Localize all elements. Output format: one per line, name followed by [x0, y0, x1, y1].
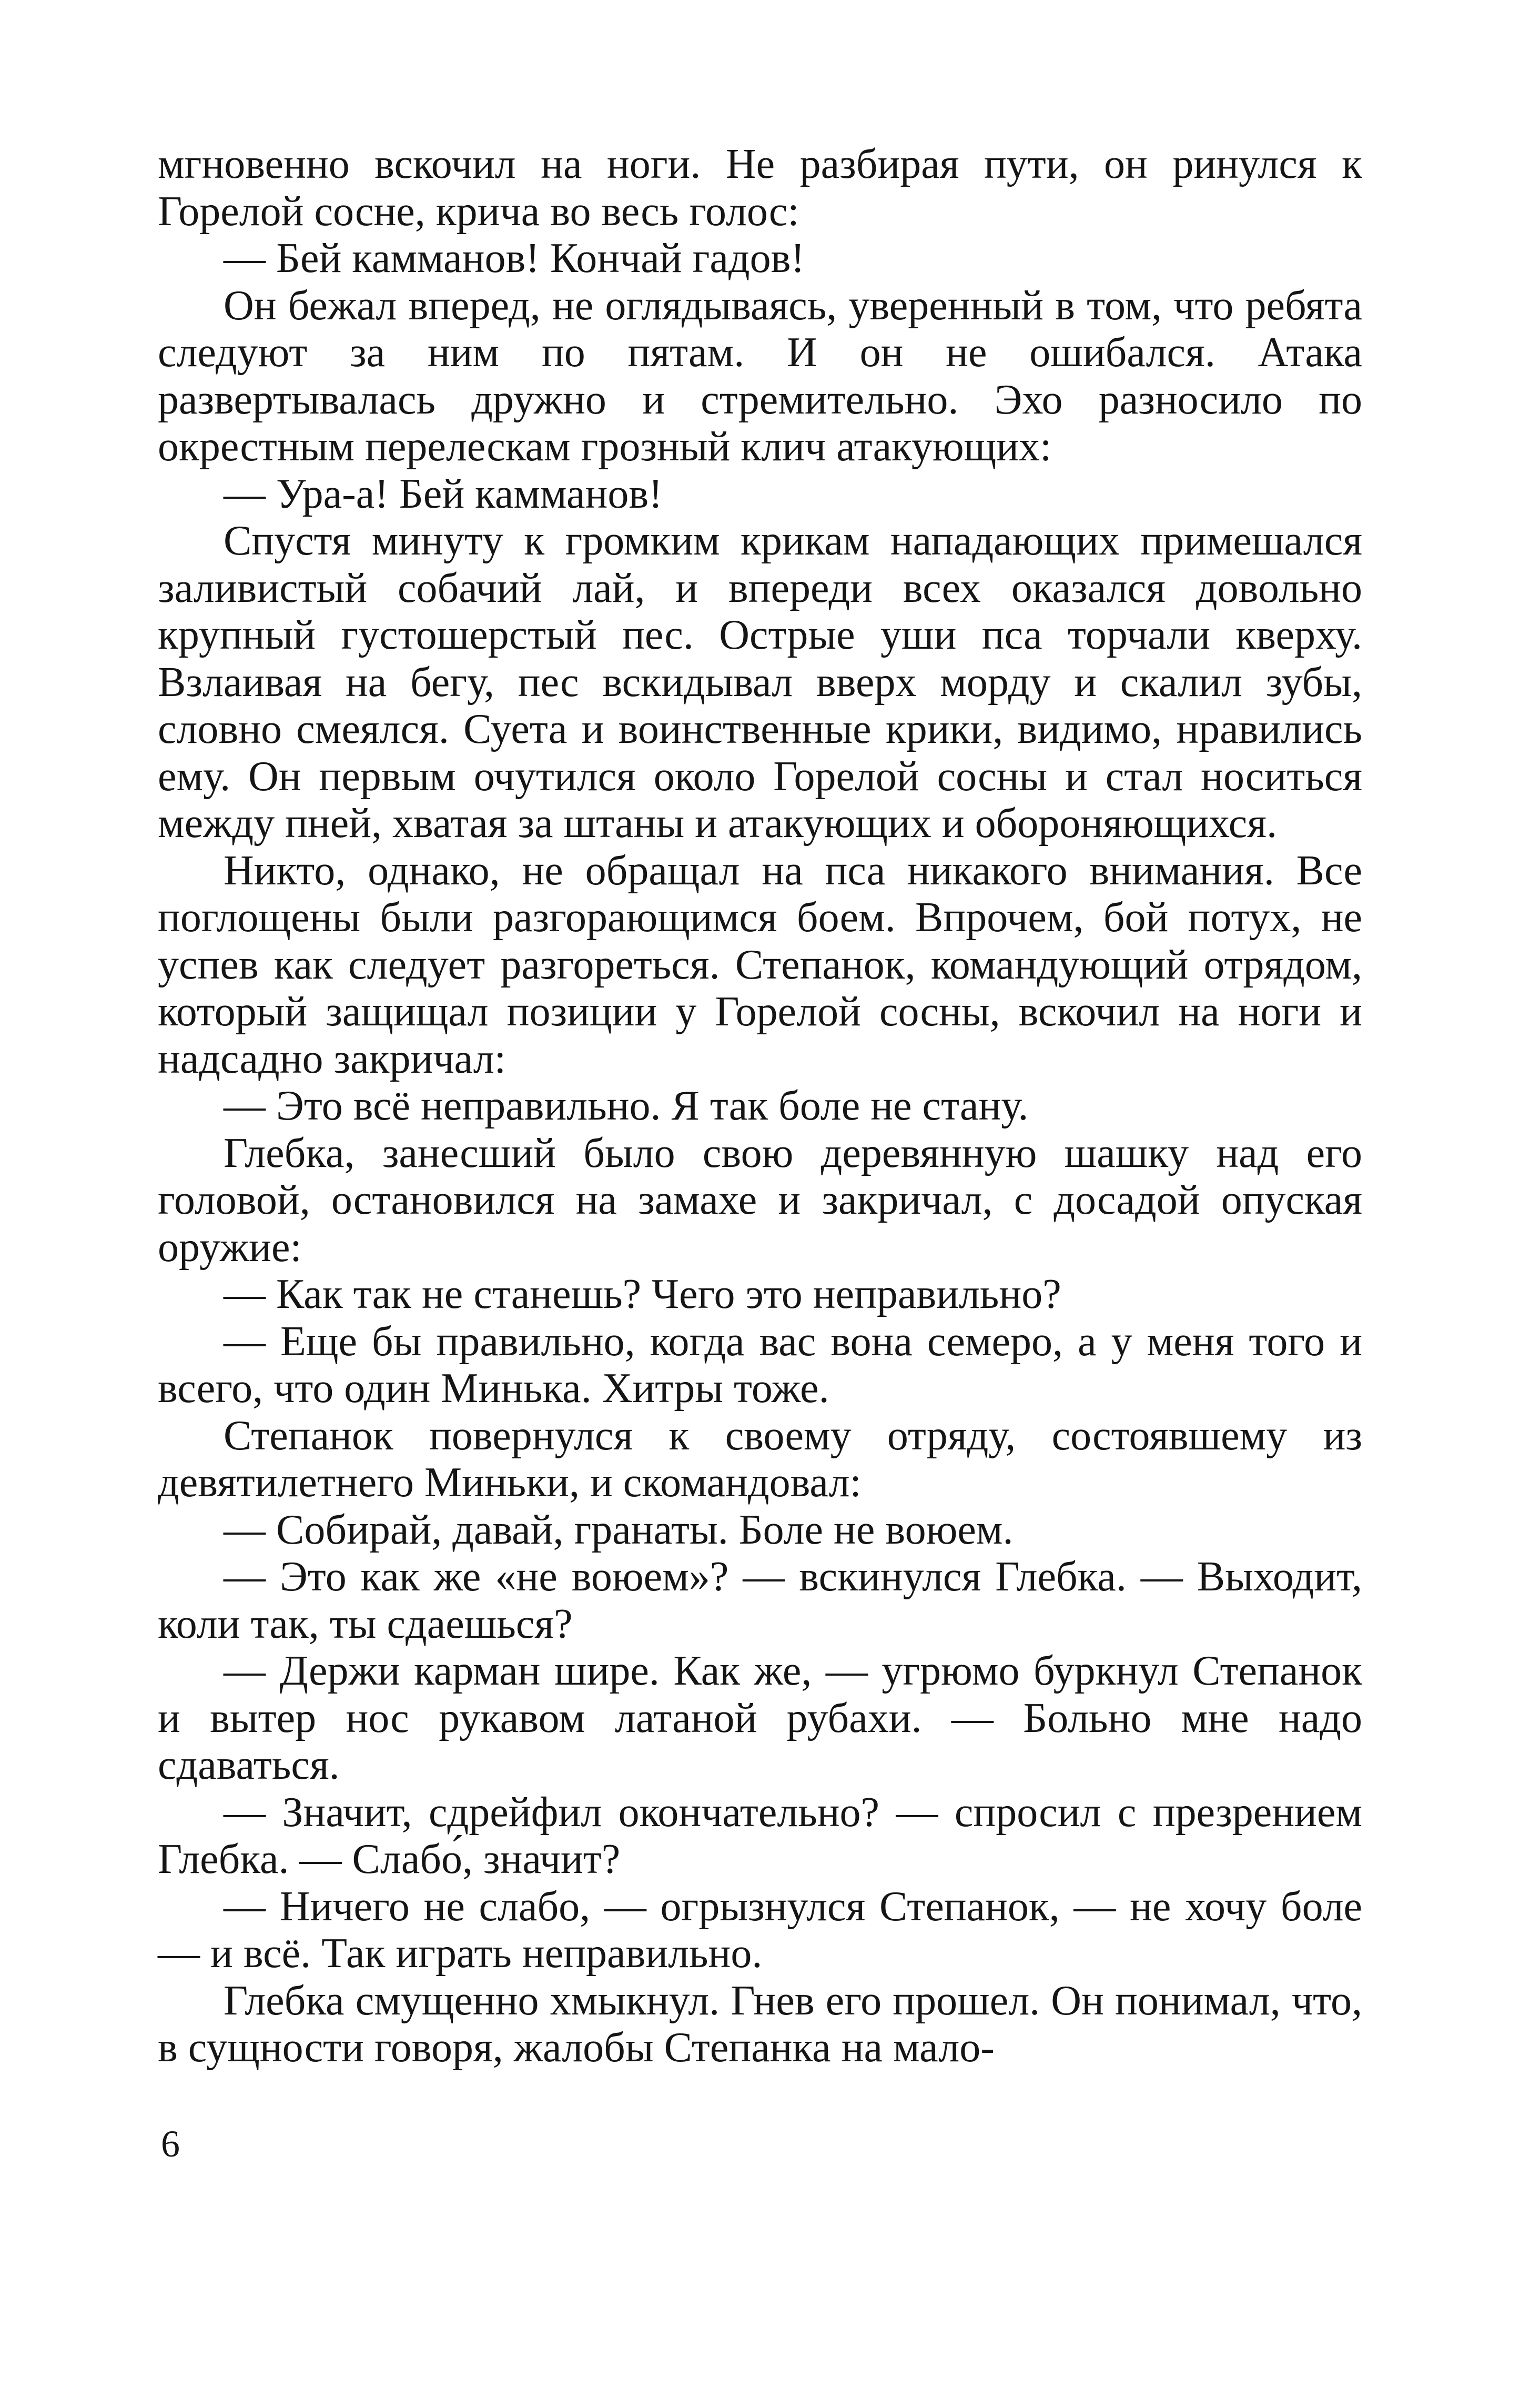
body-text: [158, 141, 1362, 2072]
paragraph: Глебка, занесший было свою деревянную шашку над его головой, остановился на замахе и закричал, с досадой опуская оружие:: [158, 1130, 1362, 1271]
dialogue-line: — Ура-а! Бей камманов!: [224, 470, 663, 517]
paragraph: Никто, однако, не обращал на пса никакого внимания. Все поглощены были разгорающимся боем. Впрочем, бой потух, не успев как следует разгореться. Степанок, командующий отрядом, который защищал позиции у Горелой сосны, вскочил на ноги и надсадно закричал:: [158, 847, 1362, 1082]
paragraph: Глебка смущенно хмыкнул. Гнев его прошел. Он понимал, что, в сущности говоря, жалобы Степанка на мало-: [158, 1977, 1362, 2071]
dialogue-line: — Ничего не слабо, — огрызнулся Степанок, — не хочу боле — и всё. Так играть неправильно.: [158, 1883, 1362, 1977]
dialogue-line: — Держи карман шире. Как же, — угрюмо буркнул Степанок и вытер нос рукавом латаной рубахи. — Больно мне надо сдаваться.: [158, 1648, 1362, 1788]
dialogue-line: — Как так не станешь? Чего это неправильно?: [224, 1271, 1061, 1317]
paragraph: мгновенно вскочил на ноги. Не разбирая пути, он ринулся к Горелой сосне, крича во весь голос:: [158, 141, 1362, 235]
dialogue-line: — Это всё неправильно. Я так боле не стану.: [224, 1083, 1029, 1129]
dialogue-line: — Бей камманов! Кончай гадов!: [224, 235, 805, 281]
dialogue-line: — Это как же «не воюем»? — вскинулся Глебка. — Выходит, коли так, ты сдаешься?: [158, 1554, 1362, 1647]
paragraph: Спустя минуту к громким крикам нападающих примешался заливистый собачий лай, и впереди всех оказался довольно крупный густошерстый пес. Острые уши пса торчали кверху. Взлаивая на бегу, пес вскидывал вверх морду и скалил зубы, словно смеялся. Суета и воинственные крики, видимо, нравились ему. Он первым очутился около Горелой сосны и стал носиться между пней, хватая за штаны и атакующих и обороняющихся.: [158, 518, 1362, 847]
dialogue-line: — Собирай, давай, гранаты. Боле не воюем.: [224, 1506, 1014, 1553]
dialogue-line: — Значит, сдрейфил окончательно? — спросил с презрением Глебка. — Слабо́, значит?: [158, 1789, 1362, 1882]
page-number: 6: [161, 2123, 180, 2165]
paragraph: Он бежал вперед, не оглядываясь, уверенный в том, что ребята следуют за ним по пятам. И он не ошибался. Атака развертывалась дружно и стремительно. Эхо разносило по окрестным перелескам грозный клич атакующих:: [158, 282, 1362, 470]
paragraph: Степанок повернулся к своему отряду, состоявшему из девятилетнего Миньки, и скомандовал:: [158, 1412, 1362, 1506]
dialogue-line: — Еще бы правильно, когда вас вона семеро, а у меня того и всего, что один Минька. Хитры тоже.: [158, 1318, 1362, 1412]
